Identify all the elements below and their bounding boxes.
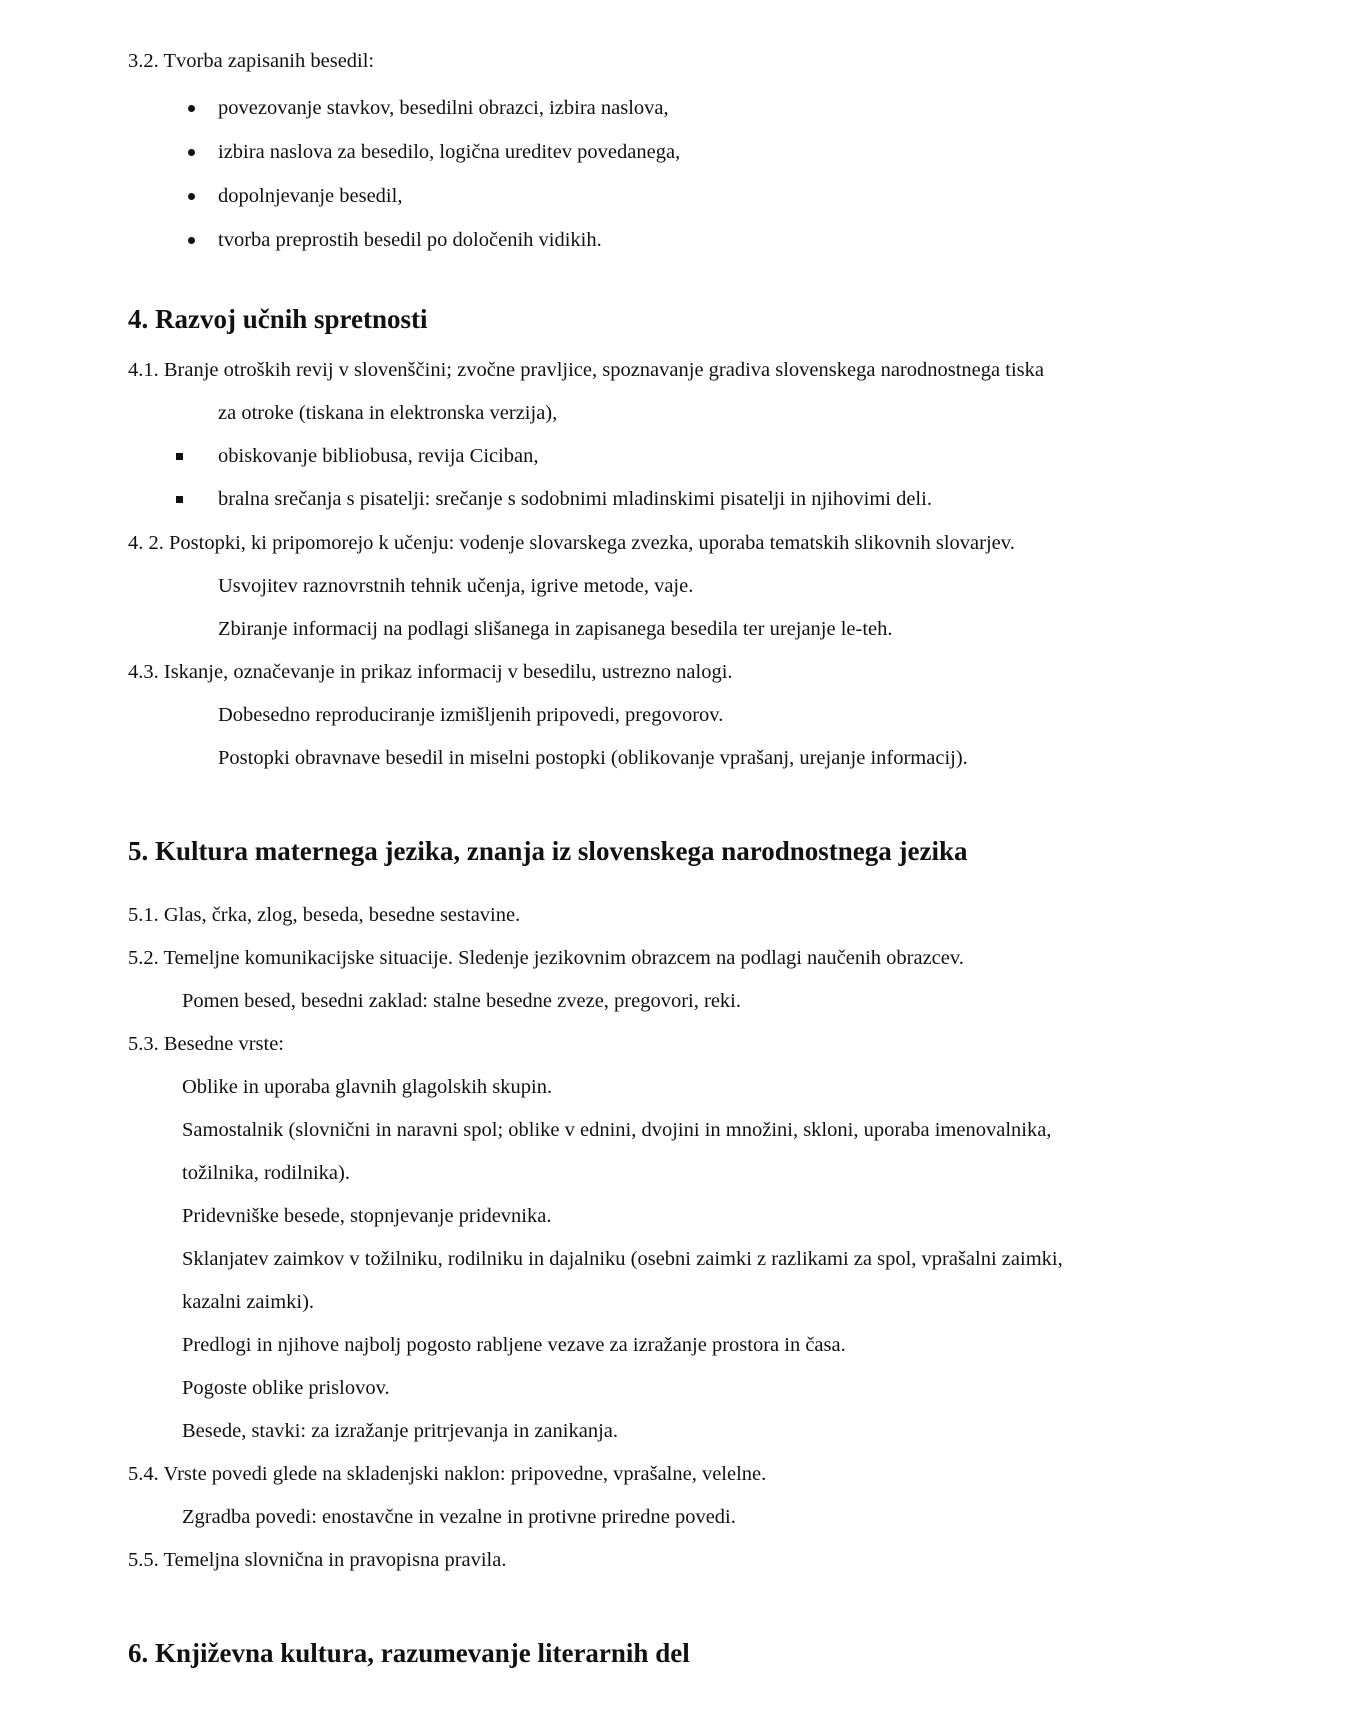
paragraph-5-3-b: Samostalnik (slovnični in naravni spol; oblike v ednini, dvojini in množini, skloni, uporaba imenovalnika, bbox=[182, 1119, 1052, 1141]
paragraph-4-2-b: Usvojitev raznovrstnih tehnik učenja, igrive metode, vaje. bbox=[218, 575, 694, 597]
paragraph-5-3-d-continued: kazalni zaimki). bbox=[182, 1291, 315, 1313]
section-5-heading: 5. Kultura maternega jezika, znanja iz slovenskega narodnostnega jezika bbox=[128, 836, 968, 866]
list-item: povezovanje stavkov, besedilni obrazci, izbira naslova, bbox=[218, 97, 669, 119]
bullet-square-icon bbox=[176, 496, 183, 503]
section-6-heading: 6. Književna kultura, razumevanje literarnih del bbox=[128, 1638, 690, 1668]
paragraph-4-1: 4.1. Branje otroških revij v slovenščini; zvočne pravljice, spoznavanje gradiva slovenskega narodnostnega tiska bbox=[128, 359, 1044, 381]
paragraph-5-3-a: Oblike in uporaba glavnih glagolskih skupin. bbox=[182, 1076, 553, 1098]
list-item: izbira naslova za besedilo, logična ureditev povedanega, bbox=[218, 141, 681, 163]
paragraph-4-2: 4. 2. Postopki, ki pripomorejo k učenju: vodenje slovarskega zvezka, uporaba tematskih slikovnih slovarjev. bbox=[128, 532, 1015, 554]
paragraph-5-2: 5.2. Temeljne komunikacijske situacije. Sledenje jezikovnim obrazcem na podlagi naučenih obrazcev. bbox=[128, 947, 964, 969]
list-item: dopolnjevanje besedil, bbox=[218, 185, 403, 207]
paragraph-5-3-d: Sklanjatev zaimkov v tožilniku, rodilniku in dajalniku (osebni zaimki z razlikami za spol, vprašalni zaimki, bbox=[182, 1248, 1063, 1270]
list-item: obiskovanje bibliobusa, revija Ciciban, bbox=[218, 445, 539, 467]
paragraph-5-3-g: Besede, stavki: za izražanje pritrjevanja in zanikanja. bbox=[182, 1420, 618, 1442]
paragraph-5-1: 5.1. Glas, črka, zlog, beseda, besedne sestavine. bbox=[128, 904, 521, 926]
bullet-dot-icon bbox=[188, 105, 195, 112]
paragraph-4-1-continued: za otroke (tiskana in elektronska verzija), bbox=[218, 402, 558, 424]
paragraph-5-5: 5.5. Temeljna slovnična in pravopisna pravila. bbox=[128, 1549, 507, 1571]
paragraph-4-2-c: Zbiranje informacij na podlagi slišanega in zapisanega besedila ter urejanje le-teh. bbox=[218, 618, 893, 640]
paragraph-5-3-c: Pridevniške besede, stopnjevanje pridevnika. bbox=[182, 1205, 552, 1227]
bullet-dot-icon bbox=[188, 237, 195, 244]
bullet-square-icon bbox=[176, 453, 183, 460]
section-3-2-title: 3.2. Tvorba zapisanih besedil: bbox=[128, 50, 375, 72]
bullet-dot-icon bbox=[188, 149, 195, 156]
list-item: tvorba preprostih besedil po določenih vidikih. bbox=[218, 229, 602, 251]
paragraph-4-3-c: Postopki obravnave besedil in miselni postopki (oblikovanje vprašanj, urejanje informacij). bbox=[218, 747, 968, 769]
paragraph-5-4: 5.4. Vrste povedi glede na skladenjski naklon: pripovedne, vprašalne, velelne. bbox=[128, 1463, 767, 1485]
bullet-dot-icon bbox=[188, 193, 195, 200]
paragraph-5-4-b: Zgradba povedi: enostavčne in vezalne in protivne priredne povedi. bbox=[182, 1506, 736, 1528]
paragraph-5-3-e: Predlogi in njihove najbolj pogosto rabljene vezave za izražanje prostora in časa. bbox=[182, 1334, 846, 1356]
paragraph-4-3: 4.3. Iskanje, označevanje in prikaz informacij v besedilu, ustrezno nalogi. bbox=[128, 661, 733, 683]
section-4-heading: 4. Razvoj učnih spretnosti bbox=[128, 304, 428, 334]
list-item: bralna srečanja s pisatelji: srečanje s sodobnimi mladinskimi pisatelji in njihovimi deli. bbox=[218, 488, 932, 510]
paragraph-4-3-b: Dobesedno reproduciranje izmišljenih pripovedi, pregovorov. bbox=[218, 704, 724, 726]
paragraph-5-2-b: Pomen besed, besedni zaklad: stalne besedne zveze, pregovori, reki. bbox=[182, 990, 741, 1012]
paragraph-5-3-f: Pogoste oblike prislovov. bbox=[182, 1377, 390, 1399]
paragraph-5-3: 5.3. Besedne vrste: bbox=[128, 1033, 284, 1055]
paragraph-5-3-b-continued: tožilnika, rodilnika). bbox=[182, 1162, 350, 1184]
